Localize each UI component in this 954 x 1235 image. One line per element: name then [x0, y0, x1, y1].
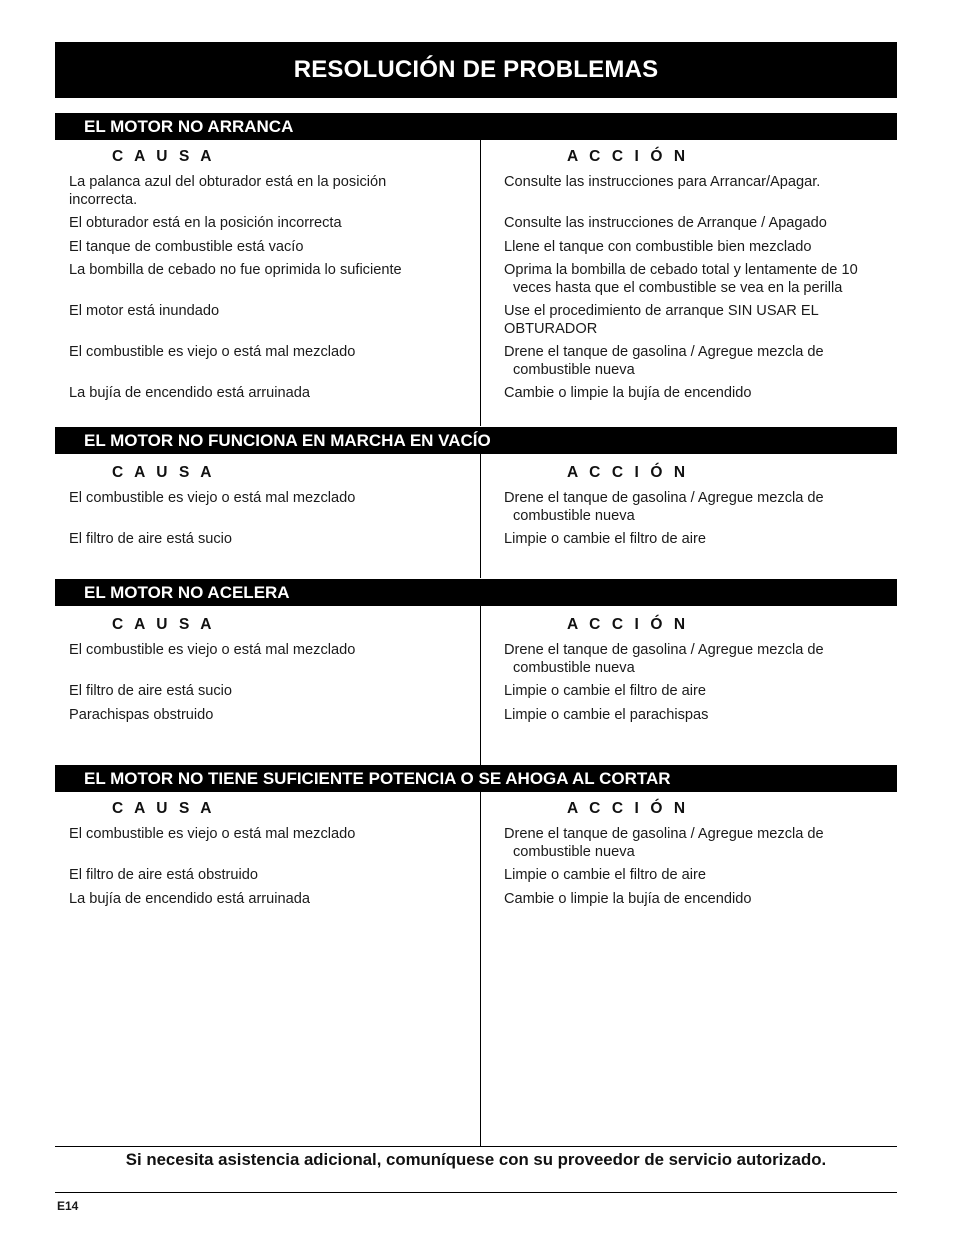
action-column-heading: A C C I Ó N — [567, 464, 689, 481]
column-divider — [480, 453, 481, 578]
column-divider — [480, 606, 481, 765]
action-text: Drene el tanque de gasolina / Agregue mezcla de combustible nueva — [504, 826, 824, 860]
action-text: Cambie o limpie la bujía de encendido — [504, 385, 752, 401]
cause-column-heading: C A U S A — [112, 464, 216, 481]
cause-column-heading: C A U S A — [112, 800, 216, 817]
page-number: E14 — [57, 1199, 79, 1213]
column-divider — [480, 139, 481, 426]
cause-text: El filtro de aire está sucio — [69, 683, 233, 699]
cause-text: El filtro de aire está obstruido — [69, 867, 259, 883]
cause-text: El combustible es viejo o está mal mezclado — [69, 642, 356, 658]
section-header-potencia: EL MOTOR NO TIENE SUFICIENTE POTENCIA O SE AHOGA AL CORTAR — [55, 765, 897, 792]
action-text: Llene el tanque con combustible bien mezclado — [504, 239, 812, 255]
action-text: Consulte las instrucciones para Arrancar/Apagar. — [504, 174, 821, 190]
cause-text: El filtro de aire está sucio — [69, 531, 233, 547]
section-header-marcha-en-vacio: EL MOTOR NO FUNCIONA EN MARCHA EN VACÍO — [55, 427, 897, 454]
page-title: RESOLUCIÓN DE PROBLEMAS — [55, 42, 897, 98]
footer-rule-bottom — [55, 1192, 897, 1193]
cause-text: El tanque de combustible está vacío — [69, 239, 304, 255]
section-header-no-arranca: EL MOTOR NO ARRANCA — [55, 113, 897, 140]
cause-column-heading: C A U S A — [112, 148, 216, 165]
cause-text: Parachispas obstruido — [69, 707, 214, 723]
action-text: Limpie o cambie el parachispas — [504, 707, 709, 723]
cause-text: La palanca azul del obturador está en la posición incorrecta. — [69, 174, 387, 208]
action-text: Oprima la bombilla de cebado total y lentamente de 10 veces hasta que el combustible se vea en la perilla — [504, 262, 858, 296]
column-divider — [480, 792, 481, 1146]
action-text: Limpie o cambie el filtro de aire — [504, 683, 706, 699]
action-text: Consulte las instrucciones de Arranque / Apagado — [504, 215, 827, 231]
cause-text: El combustible es viejo o está mal mezclado — [69, 344, 356, 360]
cause-text: El combustible es viejo o está mal mezclado — [69, 826, 356, 842]
action-text: Drene el tanque de gasolina / Agregue mezcla de combustible nueva — [504, 490, 824, 524]
cause-text: El combustible es viejo o está mal mezclado — [69, 490, 356, 506]
action-column-heading: A C C I Ó N — [567, 148, 689, 165]
section-header-no-acelera: EL MOTOR NO ACELERA — [55, 579, 897, 606]
footer-rule-top — [55, 1146, 897, 1147]
cause-text: El motor está inundado — [69, 303, 220, 319]
assistance-note: Si necesita asistencia adicional, comuníquese con su proveedor de servicio autorizado. — [125, 1150, 827, 1169]
cause-text: La bujía de encendido está arruinada — [69, 891, 310, 907]
action-text: Limpie o cambie el filtro de aire — [504, 531, 706, 547]
action-text: Cambie o limpie la bujía de encendido — [504, 891, 752, 907]
cause-text: La bujía de encendido está arruinada — [69, 385, 310, 401]
action-text: Drene el tanque de gasolina / Agregue mezcla de combustible nueva — [504, 642, 824, 676]
cause-text: El obturador está en la posición incorrecta — [69, 215, 342, 231]
action-column-heading: A C C I Ó N — [567, 800, 689, 817]
action-text: Use el procedimiento de arranque SIN USAR EL OBTURADOR — [504, 303, 819, 337]
action-text: Limpie o cambie el filtro de aire — [504, 867, 706, 883]
cause-column-heading: C A U S A — [112, 616, 216, 633]
cause-text: La bombilla de cebado no fue oprimida lo suficiente — [69, 262, 402, 278]
action-text: Drene el tanque de gasolina / Agregue mezcla de combustible nueva — [504, 344, 824, 378]
action-column-heading: A C C I Ó N — [567, 616, 689, 633]
